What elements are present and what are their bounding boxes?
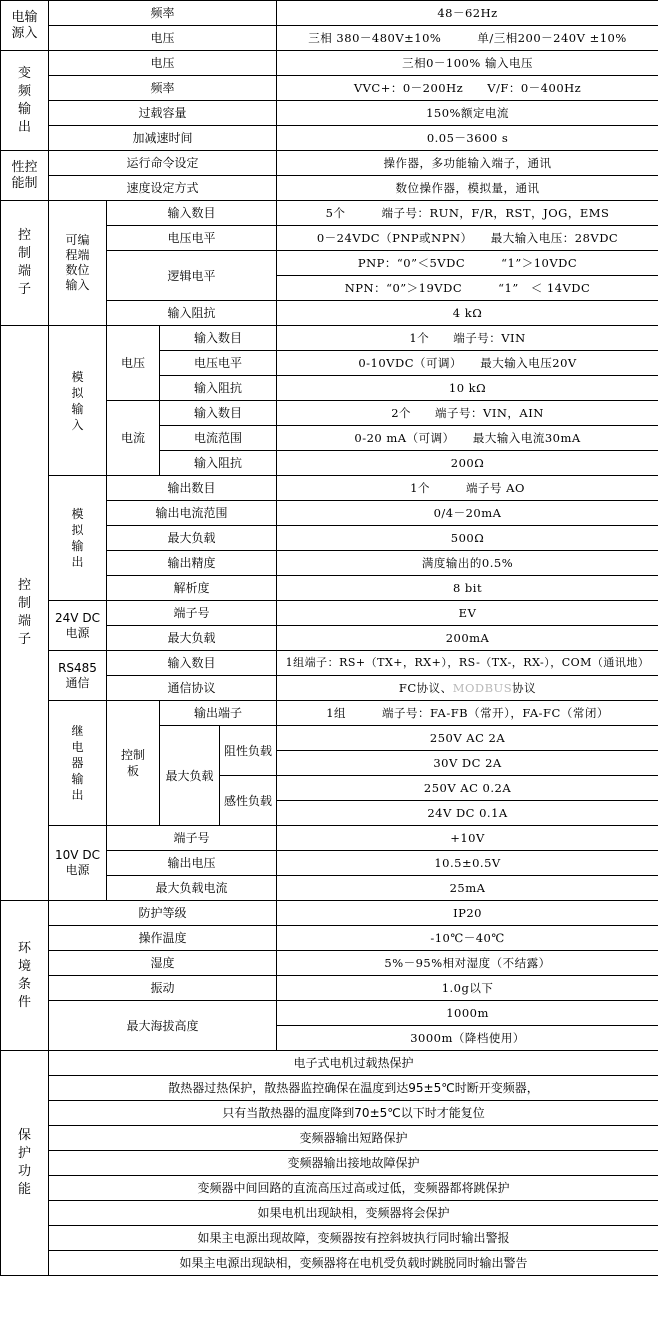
row-label: 输出电流范围: [107, 501, 277, 526]
row-value: 24V DC 0.1A: [277, 801, 658, 826]
max-load-label: 最大负载: [160, 726, 220, 826]
row-value: 5%－95%相对湿度（不结露）: [277, 951, 658, 976]
row-label: 解析度: [107, 576, 277, 601]
protection-item: 变频器输出接地故障保护: [49, 1151, 658, 1176]
group-analog-output: 模拟输出: [49, 476, 107, 601]
row-label: 输入数目: [160, 326, 277, 351]
row-label: 输入阻抗: [107, 301, 277, 326]
group-analog-input: 模拟输入: [49, 326, 107, 476]
row-value: -10℃－40℃: [277, 926, 658, 951]
row-value: 1.0g以下: [277, 976, 658, 1001]
row-label: 通信协议: [107, 676, 277, 701]
group-digital-input: 可编程端数位输入: [49, 201, 107, 326]
row-label: 过载容量: [49, 101, 277, 126]
row-value: +10V: [277, 826, 658, 851]
row-value: 48－62Hz: [277, 1, 658, 26]
row-value: 操作器，多功能输入端子，通讯: [277, 151, 658, 176]
subgroup-control-board: 控制板: [107, 701, 160, 826]
group-relay-output: 继电器输出: [49, 701, 107, 826]
row-label: 最大负载: [107, 626, 277, 651]
row-value: 8 bit: [277, 576, 658, 601]
resistive-load-label: 阻性负载: [220, 726, 277, 776]
subgroup-voltage: 电压: [107, 326, 160, 401]
row-value: 500Ω: [277, 526, 658, 551]
row-value: 满度输出的0.5%: [277, 551, 658, 576]
protocol-suffix: 协议: [512, 681, 537, 695]
row-label: 振动: [49, 976, 277, 1001]
row-label: 防护等级: [49, 901, 277, 926]
row-label: 输出数目: [107, 476, 277, 501]
row-label: 输入数目: [160, 401, 277, 426]
row-value: 0－24VDC（PNP或NPN） 最大输入电压：28VDC: [277, 226, 658, 251]
row-label: 频率: [49, 1, 277, 26]
category-control-terminal: 控制端子: [1, 326, 49, 901]
row-value: 1个 端子号：VIN: [277, 326, 658, 351]
protection-item: 只有当散热器的温度降到70±5℃以下时才能复位: [49, 1101, 658, 1126]
row-label: 电流范围: [160, 426, 277, 451]
row-label: 电压: [49, 26, 277, 51]
row-label: 最大海拔高度: [49, 1001, 277, 1051]
category-protection: 保护功能: [1, 1051, 49, 1276]
row-value: 4 kΩ: [277, 301, 658, 326]
row-value-npn: NPN：“0”＞19VDC “1” ＜ 14VDC: [277, 276, 658, 301]
row-value: 200mA: [277, 626, 658, 651]
row-label: 最大负载电流: [107, 876, 277, 901]
row-value-pnp: PNP：“0”＜5VDC “1”＞10VDC: [277, 251, 658, 276]
row-value: 数位操作器，模拟量，通讯: [277, 176, 658, 201]
protocol-modbus: MODBUS: [452, 681, 513, 695]
group-rs485: RS485通信: [49, 651, 107, 701]
row-label: 最大负载: [107, 526, 277, 551]
row-value: 三相0－100% 输入电压: [277, 51, 658, 76]
row-label: 湿度: [49, 951, 277, 976]
subgroup-current: 电流: [107, 401, 160, 476]
protection-item: 变频器中间回路的直流高压过高或过低，变频器都将跳保护: [49, 1176, 658, 1201]
row-value: 10.5±0.5V: [277, 851, 658, 876]
row-label: 输出精度: [107, 551, 277, 576]
row-label: 电压: [49, 51, 277, 76]
row-label: 输出电压: [107, 851, 277, 876]
row-label: 电压电平: [107, 226, 277, 251]
group-24v-dc-supply: 24V DC电源: [49, 601, 107, 651]
row-label: 加减速时间: [49, 126, 277, 151]
row-label: 输出端子: [160, 701, 277, 726]
category-environment: 环境条件: [1, 901, 49, 1051]
row-label: 速度设定方式: [49, 176, 277, 201]
row-value: 200Ω: [277, 451, 658, 476]
row-value: IP20: [277, 901, 658, 926]
row-value: 5个 端子号：RUN，F/R，RST，JOG，EMS: [277, 201, 658, 226]
category-power-input: 电输源入: [1, 1, 49, 51]
row-label: 输入数目: [107, 201, 277, 226]
row-value: 1组端子：RS+（TX+，RX+），RS-（TX-，RX-），COM（通讯地）: [277, 651, 658, 676]
row-label: 输入阻抗: [160, 376, 277, 401]
row-label: 操作温度: [49, 926, 277, 951]
row-label: 端子号: [107, 826, 277, 851]
row-label: 端子号: [107, 601, 277, 626]
protection-item: 电子式电机过载热保护: [49, 1051, 658, 1076]
row-value: 0-20 mA（可调） 最大输入电流30mA: [277, 426, 658, 451]
category-control-characteristics: 性控能制: [1, 151, 49, 201]
row-value: 0/4－20mA: [277, 501, 658, 526]
row-value: 0-10VDC（可调） 最大输入电压20V: [277, 351, 658, 376]
row-value: 30V DC 2A: [277, 751, 658, 776]
row-value: 1组 端子号：FA-FB（常开），FA-FC（常闭）: [277, 701, 658, 726]
row-value: 250V AC 2A: [277, 726, 658, 751]
row-label: 运行命令设定: [49, 151, 277, 176]
group-10v-dc-supply: 10V DC电源: [49, 826, 107, 901]
row-value: 250V AC 0.2A: [277, 776, 658, 801]
row-label: 频率: [49, 76, 277, 101]
category-inverter-output: 变频输出: [1, 51, 49, 151]
protection-item: 如果电机出现缺相，变频器将会保护: [49, 1201, 658, 1226]
row-value: 三相 380－480V±10% 单/三相200－240V ±10%: [277, 26, 658, 51]
row-value: 150%额定电流: [277, 101, 658, 126]
row-label: 输入阻抗: [160, 451, 277, 476]
category-control-terminal-digital: 控制端子: [1, 201, 49, 326]
row-label: 逻辑电平: [107, 251, 277, 301]
row-value: 2个 端子号：VIN，AIN: [277, 401, 658, 426]
row-value: VVC+：0－200Hz V/F：0－400Hz: [277, 76, 658, 101]
row-value: 1000m: [277, 1001, 658, 1026]
row-value: [277, 676, 658, 701]
inductive-load-label: 感性负载: [220, 776, 277, 826]
protection-item: 散热器过热保护，散热器监控确保在温度到达95±5℃时断开变频器，: [49, 1076, 658, 1101]
protocol-fc: FC协议、: [398, 681, 453, 695]
protection-item: 如果主电源出现缺相，变频器将在电机受负载时跳脱同时输出警告: [49, 1251, 658, 1276]
row-value: EV: [277, 601, 658, 626]
row-value: 10 kΩ: [277, 376, 658, 401]
row-value: 1个 端子号 AO: [277, 476, 658, 501]
protection-item: 变频器输出短路保护: [49, 1126, 658, 1151]
protection-item: 如果主电源出现故障，变频器按有控斜坡执行同时输出警报: [49, 1226, 658, 1251]
row-label: 输入数目: [107, 651, 277, 676]
row-value: 25mA: [277, 876, 658, 901]
row-value: 0.05－3600 s: [277, 126, 658, 151]
row-label: 电压电平: [160, 351, 277, 376]
row-value: 3000m（降档使用）: [277, 1026, 658, 1051]
